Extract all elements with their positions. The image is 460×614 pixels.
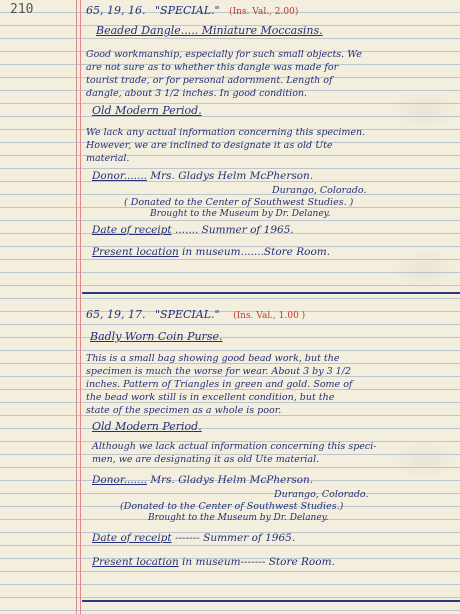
donor-line [92,170,313,183]
entry-title: Badly Worn Coin Purse. [90,330,223,343]
donor-label: Donor....... [92,170,148,182]
description [86,48,362,100]
period-line: material. [86,153,130,164]
receipt-line [92,532,295,545]
designation: "SPECIAL." [154,4,220,17]
value-note: (Ins. Val., 2.00) [229,7,299,17]
value-note: (Ins. Val., 1.00 ) [233,311,306,321]
catalog-number: 65, 19, 17. [86,308,146,321]
margin-rule [80,0,81,614]
description-line: tourist trade, or for personal adornment. Length of [86,75,333,86]
designation: "SPECIAL." [154,308,220,321]
receipt-label: Date of receipt [92,224,172,236]
bleed-through-mark [392,440,460,480]
period-line: However, we are inclined to designate it as old Ute [86,140,333,151]
description-line: inches. Pattern of Triangles in green and gold. Some of [86,379,353,390]
period-line: We lack any actual information concerning this specimen. [86,127,366,138]
location-line [92,556,335,569]
period-heading: Old Modern Period. [92,420,202,433]
entry-title: Beaded Dangle..... Miniature Moccasins. [96,24,323,37]
margin-rule [76,0,77,614]
brought-by: Brought to the Museum by Dr. Delaney. [150,209,331,219]
bleed-through-mark [392,90,460,130]
period-line: men, we are designating it as old Ute material. [92,454,320,465]
description-line: state of the specimen as a whole is poor. [86,405,282,416]
location-label: Present location [92,246,179,258]
catalog-number: 65, 19, 16. [86,4,146,17]
location-label: Present location [92,556,179,568]
catalog-number-line [86,308,305,323]
receipt-label: Date of receipt [92,532,172,544]
description-line: are not sure as to whether this dangle was made for [86,62,339,73]
location-value: in museum------- Store Room. [182,556,335,568]
donor-name: Mrs. Gladys Helm McPherson. [150,474,314,486]
description-line: This is a small bag showing good bead work, but the [86,353,340,364]
period-note [92,440,376,466]
donor-address: Durango, Colorado. [274,489,369,500]
donor-line [92,474,313,487]
donated-to: (Donated to the Center of Southwest Studies.) [120,501,344,512]
description [86,352,352,417]
period-heading: Old Modern Period. [92,104,202,117]
period-note [86,126,365,165]
receipt-value: ------- Summer of 1965. [174,532,296,544]
location-value: in museum.......Store Room. [182,246,331,258]
donated-to: ( Donated to the Center of Southwest Studies. ) [124,197,354,208]
page-number: 210 [10,2,34,17]
donor-name: Mrs. Gladys Helm McPherson. [150,170,314,182]
description-line: the bead work still is in excellent condition, but the [86,392,335,403]
description-line: dangle, about 3 1/2 inches. In good condition. [86,88,308,99]
entry-divider [82,292,460,294]
catalog-number-line [86,4,298,19]
entry-divider [82,600,460,602]
receipt-value: ....... Summer of 1965. [174,224,294,236]
brought-by: Brought to the Museum by Dr. Delaney. [148,513,329,523]
description-line: specimen is much the worse for wear. About 3 by 3 1/2 [86,366,351,377]
donor-address: Durango, Colorado. [272,185,367,196]
bleed-through-mark [392,250,460,290]
description-line: Good workmanship, especially for such small objects. We [86,49,362,60]
donor-label: Donor....... [92,474,148,486]
location-line [92,246,330,259]
receipt-line [92,224,294,237]
period-line: Although we lack actual information concerning this speci- [92,441,377,452]
